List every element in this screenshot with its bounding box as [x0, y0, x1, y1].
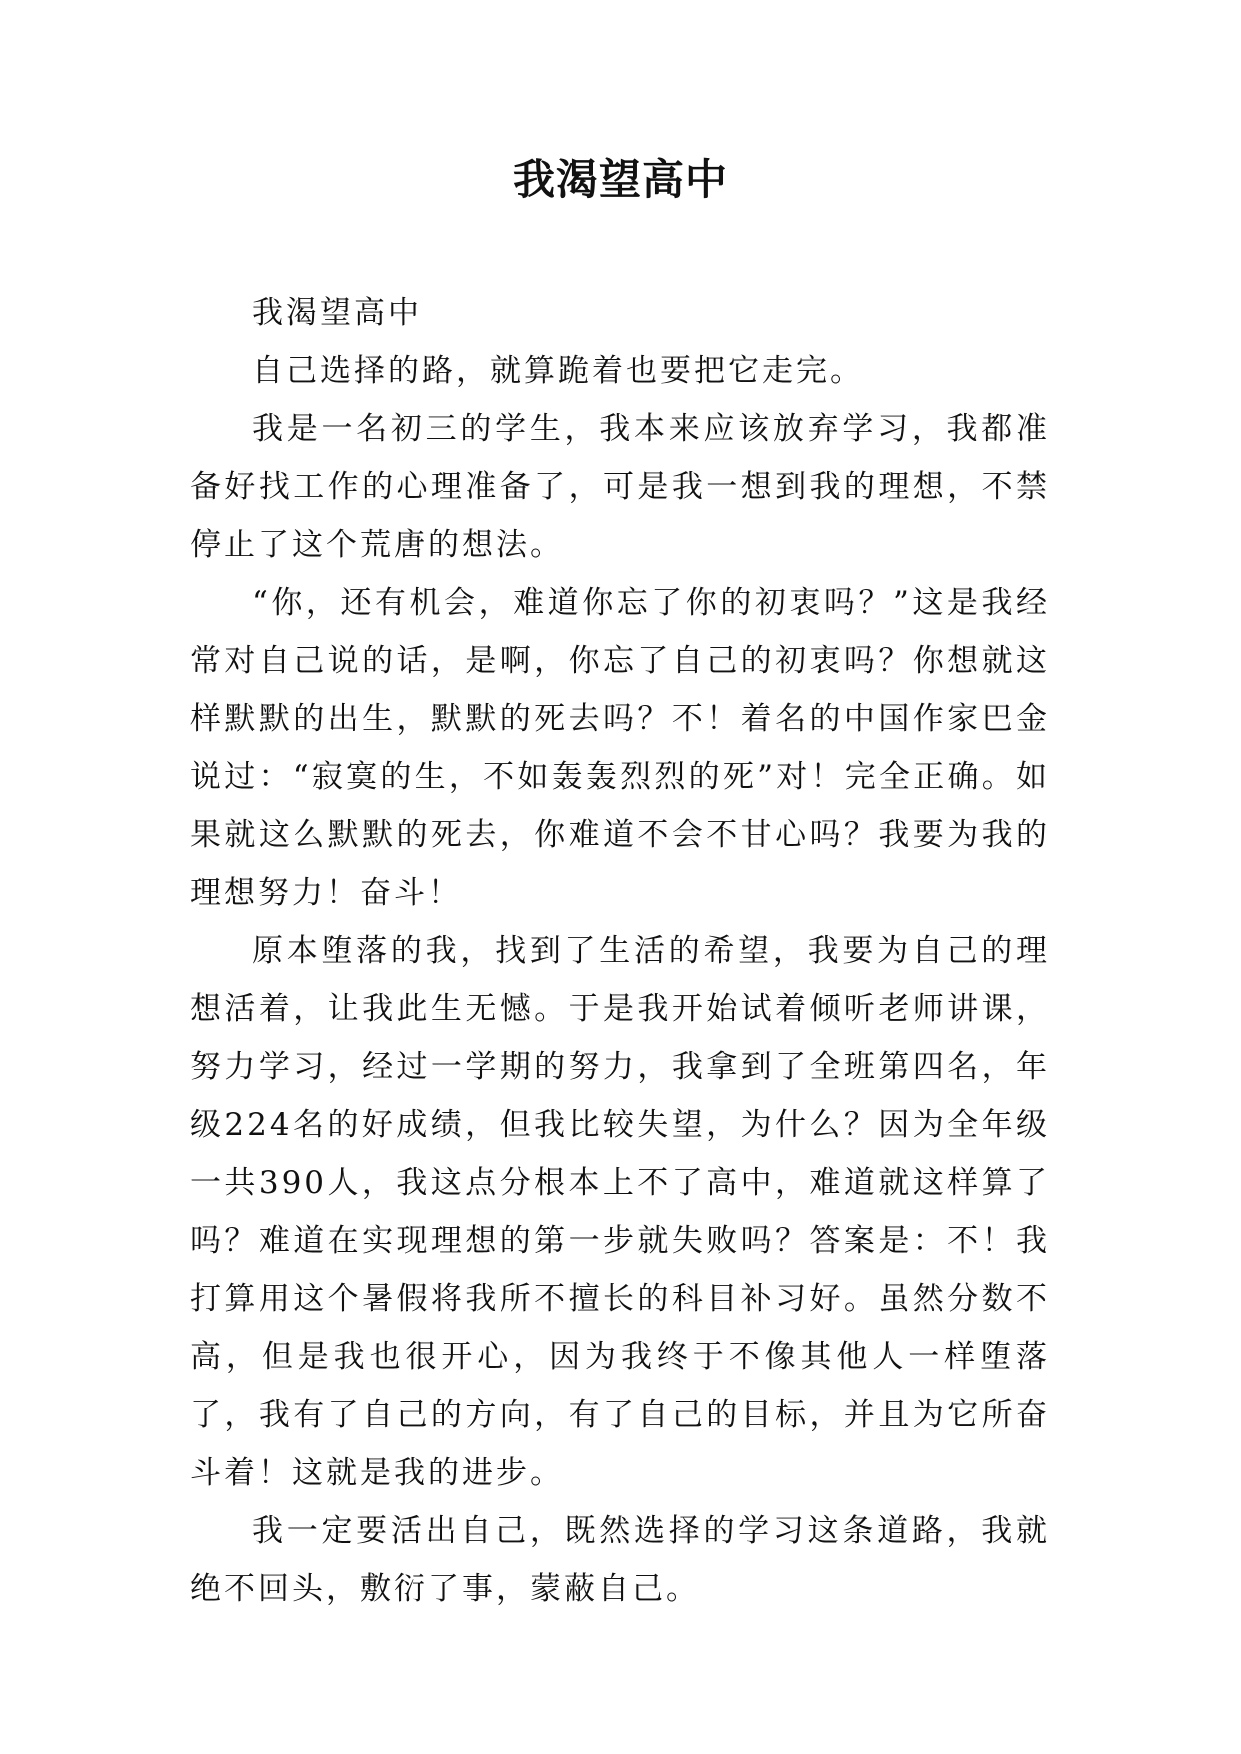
document-title: 我渴望高中: [512, 155, 728, 204]
paragraph-subtitle: 我渴望高中: [252, 295, 422, 331]
paragraph-motto: 自己选择的路，就算跪着也要把它走完。: [252, 353, 864, 389]
paragraph-conclusion: 我一定要活出自己，既然选择的学习这条道路，我就绝不回头，敷衍了事，蒙蔽自己。: [190, 1513, 1050, 1607]
paragraph-introduction: 我是一名初三的学生，我本来应该放弃学习，我都准备好找工作的心理准备了，可是我一想到我的理想，不禁停止了这个荒唐的想法。: [190, 411, 1050, 563]
paragraph-progress: 原本堕落的我，找到了生活的希望，我要为自己的理想活着，让我此生无憾。于是我开始试着倾听老师讲课，努力学习，经过一学期的努力，我拿到了全班第四名，年级224名的好成绩，但我比较失望，为什么？因为全年级一共390人，我这点分根本上不了高中，难道就这样算了吗？难道在实现理想的第一步就失败吗？答案是：不！我打算用这个暑假将我所不擅长的科目补习好。虽然分数不高，但是我也很开心，因为我终于不像其他人一样堕落了，我有了自己的方向，有了自己的目标，并且为它所奋斗着！这就是我的进步。: [190, 933, 1050, 1491]
document-body: [190, 284, 1050, 1618]
paragraph-self-talk: “你，还有机会，难道你忘了你的初衷吗？”这是我经常对自己说的话，是啊，你忘了自己的初衷吗？你想就这样默默的出生，默默的死去吗？不！着名的中国作家巴金说过：“寂寞的生，不如轰轰烈烈的死”对！完全正确。如果就这么默默的死去，你难道不会不甘心吗？我要为我的理想努力！奋斗！: [190, 585, 1050, 911]
